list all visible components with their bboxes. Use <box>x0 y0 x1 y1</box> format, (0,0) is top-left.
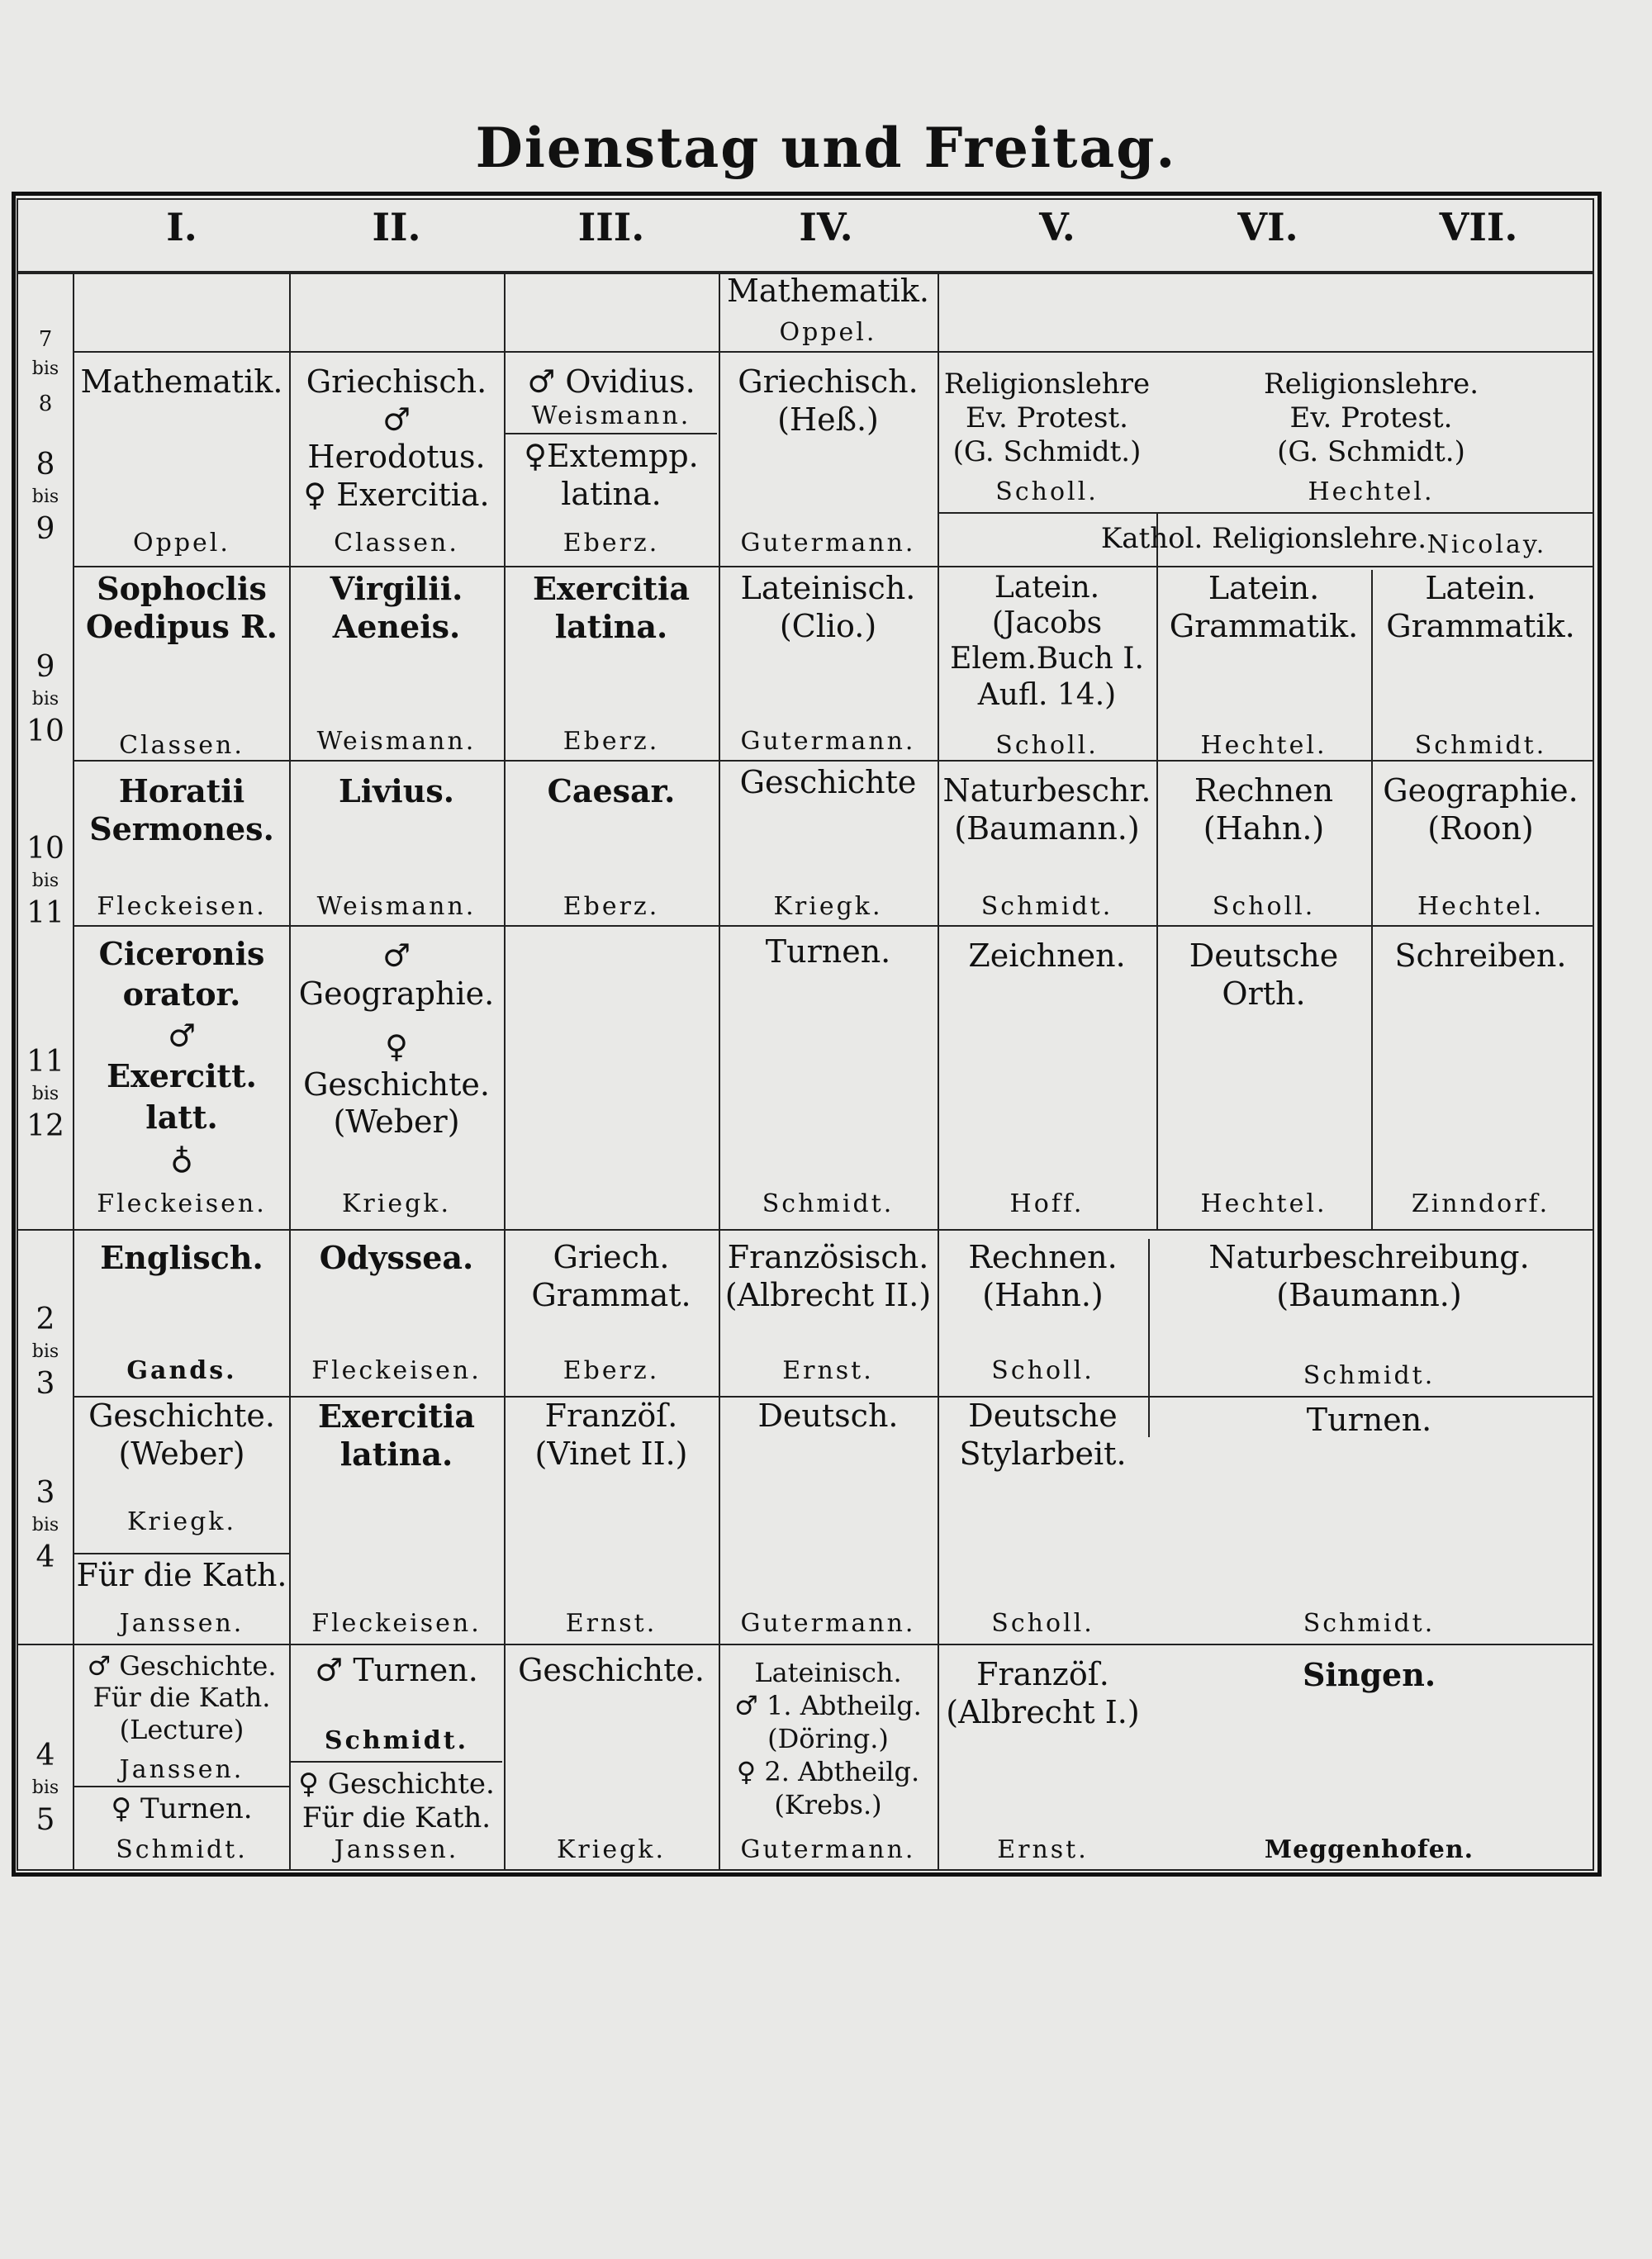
teacher-name: Janssen. <box>119 1755 244 1784</box>
lesson-geographie: Geographie. (Roon) <box>1383 772 1578 847</box>
time-slot-10-11: 10 bis 11 <box>26 832 64 930</box>
lesson-schreiben: Schreiben. <box>1394 937 1567 974</box>
teacher-name: Schmidt. <box>1303 1609 1436 1638</box>
time-slot-9-10: 9 bis 10 <box>26 650 64 748</box>
lesson-deutsche-orth: Deutsche Orth. <box>1189 937 1339 1012</box>
lesson-griechisch: Griechisch. (Heß.) <box>738 363 919 438</box>
teacher-name: Fleckeisen. <box>97 1189 267 1218</box>
lesson-latein: Latein. Grammatik. <box>1169 570 1359 644</box>
lesson-ovidius: ♂ Ovidius. <box>527 363 695 400</box>
teacher-name: Nicolay. <box>1427 530 1547 559</box>
lesson-virgilii: Virgilii. Aeneis. <box>330 570 463 645</box>
row-rule <box>73 351 1593 353</box>
lesson-geschichte: Geschichte. <box>518 1652 705 1688</box>
lesson-geschichte: Geschichte. (Weber) <box>88 1398 275 1472</box>
teacher-name: Kriegk. <box>556 1835 667 1864</box>
time-slot-7-8: 7 bis 8 <box>31 327 59 416</box>
cell-rule <box>506 433 717 434</box>
teacher-name: Weismann. <box>316 892 477 921</box>
teacher-name: Fleckeisen. <box>311 1356 482 1385</box>
lesson-extempp: ♀Extempp. latina. <box>524 438 699 512</box>
midday-rule <box>17 1229 1594 1231</box>
lesson-caesar: Caesar. <box>547 772 676 809</box>
teacher-name: Hechtel. <box>1308 477 1435 506</box>
lesson-lateinisch: Lateinisch. ♂ 1. Abtheilg. (Döring.) ♀ 2. Abtheilg. (Krebs.) <box>734 1657 922 1820</box>
lesson-zeichnen: Zeichnen. <box>968 937 1126 974</box>
cell-rule <box>291 1761 502 1763</box>
teacher-name: Ernst. <box>997 1835 1089 1864</box>
teacher-name: Ernst. <box>782 1356 874 1385</box>
row-rule <box>73 566 1593 567</box>
teacher-name: Schmidt. <box>1303 1361 1436 1390</box>
teacher-name: Schmidt. <box>980 892 1113 921</box>
afternoon-rule <box>17 1644 1594 1645</box>
teacher-name: Kriegk. <box>773 892 883 921</box>
teacher-name: Eberz. <box>563 529 660 558</box>
lesson-exercitia: Exercitia latina. <box>318 1398 475 1473</box>
lesson-naturbeschreibung: Naturbeschreibung. (Baumann.) <box>1208 1239 1530 1313</box>
teacher-name: Eberz. <box>563 1356 660 1385</box>
teacher-name: Kriegk. <box>341 1189 452 1218</box>
lesson-rechnen: Rechnen. (Hahn.) <box>968 1239 1118 1313</box>
teacher-name: Schmidt. <box>762 1189 895 1218</box>
lesson-englisch: Englisch. <box>100 1239 263 1276</box>
teacher-name: Gutermann. <box>740 727 916 756</box>
teacher-name: Scholl. <box>991 1609 1094 1638</box>
time-slot-3-4: 3 bis 4 <box>31 1476 59 1574</box>
teacher-name: Hechtel. <box>1200 731 1327 760</box>
lesson-religionslehre: Religionslehre Ev. Protest. (G. Schmidt.) <box>943 368 1151 468</box>
time-slot-4-5: 4 bis 5 <box>31 1739 59 1837</box>
lesson-mathematik: Mathematik. <box>726 273 929 309</box>
lesson-deutsche-stylarbeit: Deutsche Stylarbeit. <box>959 1398 1127 1472</box>
lesson-rechnen: Rechnen (Hahn.) <box>1194 772 1334 847</box>
teacher-name: Schmidt. <box>116 1835 248 1864</box>
lesson-deutsch: Deutsch. <box>757 1398 899 1434</box>
col-header-1: I. <box>166 205 197 249</box>
lesson-religionslehre: Religionslehre. Ev. Protest. (G. Schmidt.) <box>1264 368 1479 468</box>
col-header-3: III. <box>577 205 645 249</box>
row-rule <box>73 925 1593 927</box>
teacher-name: Oppel. <box>779 318 877 347</box>
col-header-6: VI. <box>1237 205 1298 249</box>
cell-rule <box>74 1553 289 1554</box>
teacher-name: Ernst. <box>565 1609 657 1638</box>
lesson-latein: Latein. Grammatik. <box>1386 570 1575 644</box>
teacher-name: Zinndorf. <box>1411 1189 1550 1218</box>
lesson-geschichte: ♀ Geschichte. (Weber) <box>303 1028 490 1141</box>
col-header-4: IV. <box>799 205 853 249</box>
lesson-turnen: ♀ Turnen. <box>111 1792 253 1825</box>
lesson-geschichte: ♂ Geschichte. Für die Kath. (Lecture) <box>87 1650 277 1745</box>
time-slot-2-3: 2 bis 3 <box>31 1303 59 1401</box>
lesson-turnen: Turnen. <box>765 933 891 970</box>
lesson-geographie: ♂ Geographie. <box>298 937 495 1012</box>
lesson-mathematik: Mathematik. <box>80 363 283 400</box>
lesson-horatii: Horatii Sermones. <box>89 772 274 847</box>
page-title: Dienstag und Freitag. <box>475 116 1177 180</box>
lesson-franzoesisch: Französisch. (Albrecht II.) <box>724 1239 932 1313</box>
lesson-odyssea: Odyssea. <box>319 1239 474 1276</box>
lesson-franzoesisch: Franzöſ. (Albrecht I.) <box>946 1656 1140 1730</box>
teacher-name: Weismann. <box>316 727 477 756</box>
lesson-exercitia: Exercitia latina. <box>533 570 690 645</box>
teacher-name: Schmidt. <box>324 1726 469 1755</box>
teacher-name: Hoff. <box>1009 1189 1085 1218</box>
teacher-name: Janssen. <box>119 1609 244 1638</box>
teacher-name: Classen. <box>119 731 244 760</box>
teacher-name: Gands. <box>126 1356 237 1385</box>
col-header-7: VII. <box>1439 205 1518 249</box>
lesson-turnen: Turnen. <box>1306 1402 1432 1438</box>
teacher-name: Gutermann. <box>740 1609 916 1638</box>
teacher-name: Scholl. <box>1212 892 1316 921</box>
teacher-name: Fleckeisen. <box>311 1609 482 1638</box>
lesson-griech-grammat: Griech. Grammat. <box>531 1239 691 1313</box>
time-slot-11-12: 11 bis 12 <box>26 1045 64 1143</box>
lesson-lateinisch: Lateinisch. (Clio.) <box>740 570 916 644</box>
lesson-naturbeschr: Naturbeschr. (Baumann.) <box>942 772 1151 847</box>
teacher-name: Hechtel. <box>1200 1189 1327 1218</box>
teacher-name: Scholl. <box>995 731 1099 760</box>
teacher-name: Eberz. <box>563 892 660 921</box>
lesson-geschichte: Geschichte <box>739 764 917 800</box>
teacher-name: Eberz. <box>563 727 660 756</box>
cell-rule <box>74 1786 289 1787</box>
teacher-name: Classen. <box>334 529 459 558</box>
teacher-name: Kriegk. <box>126 1507 237 1536</box>
teacher-name: Schmidt. <box>1414 731 1547 760</box>
teacher-name: Janssen. <box>334 1835 459 1864</box>
teacher-name: Meggenhofen. <box>1264 1835 1474 1864</box>
time-slot-8-9: 8 bis 9 <box>31 448 59 546</box>
lesson-griechisch: Griechisch. ♂ Herodotus. ♀ Exercitia. <box>303 363 490 513</box>
teacher-name: Weismann. <box>531 401 691 430</box>
lesson-latein: Latein. (Jacobs Elem.Buch I. Aufl. 14.) <box>950 571 1144 712</box>
lesson-fuer-die-kath: Für die Kath. <box>76 1557 287 1593</box>
col-header-5: V. <box>1039 205 1075 249</box>
lesson-franzoesisch: Franzöſ. (Vinet II.) <box>534 1398 688 1472</box>
lesson-turnen: ♂ Turnen. <box>315 1652 478 1688</box>
teacher-name: Gutermann. <box>740 1835 916 1864</box>
teacher-name: Oppel. <box>133 529 230 558</box>
teacher-name: Scholl. <box>991 1356 1094 1385</box>
lesson-singen: Singen. <box>1302 1656 1436 1693</box>
cell-rule <box>939 512 1593 514</box>
teacher-name: Hechtel. <box>1417 892 1544 921</box>
teacher-name: Scholl. <box>995 477 1099 506</box>
teacher-name: Fleckeisen. <box>97 892 267 921</box>
teacher-name: Gutermann. <box>740 529 916 558</box>
lesson-ciceronis: Ciceronis orator. ♂ Exercitt. latt. ♁ <box>98 935 265 1176</box>
lesson-geschichte: ♀ Geschichte. Für die Kath. <box>298 1768 495 1834</box>
lesson-livius: Livius. <box>339 772 454 809</box>
col-header-2: II. <box>372 205 421 249</box>
lesson-kathol-religionslehre: Kathol. Religionslehre. <box>1100 522 1427 555</box>
lesson-sophoclis: Sophoclis Oedipus R. <box>86 570 278 645</box>
